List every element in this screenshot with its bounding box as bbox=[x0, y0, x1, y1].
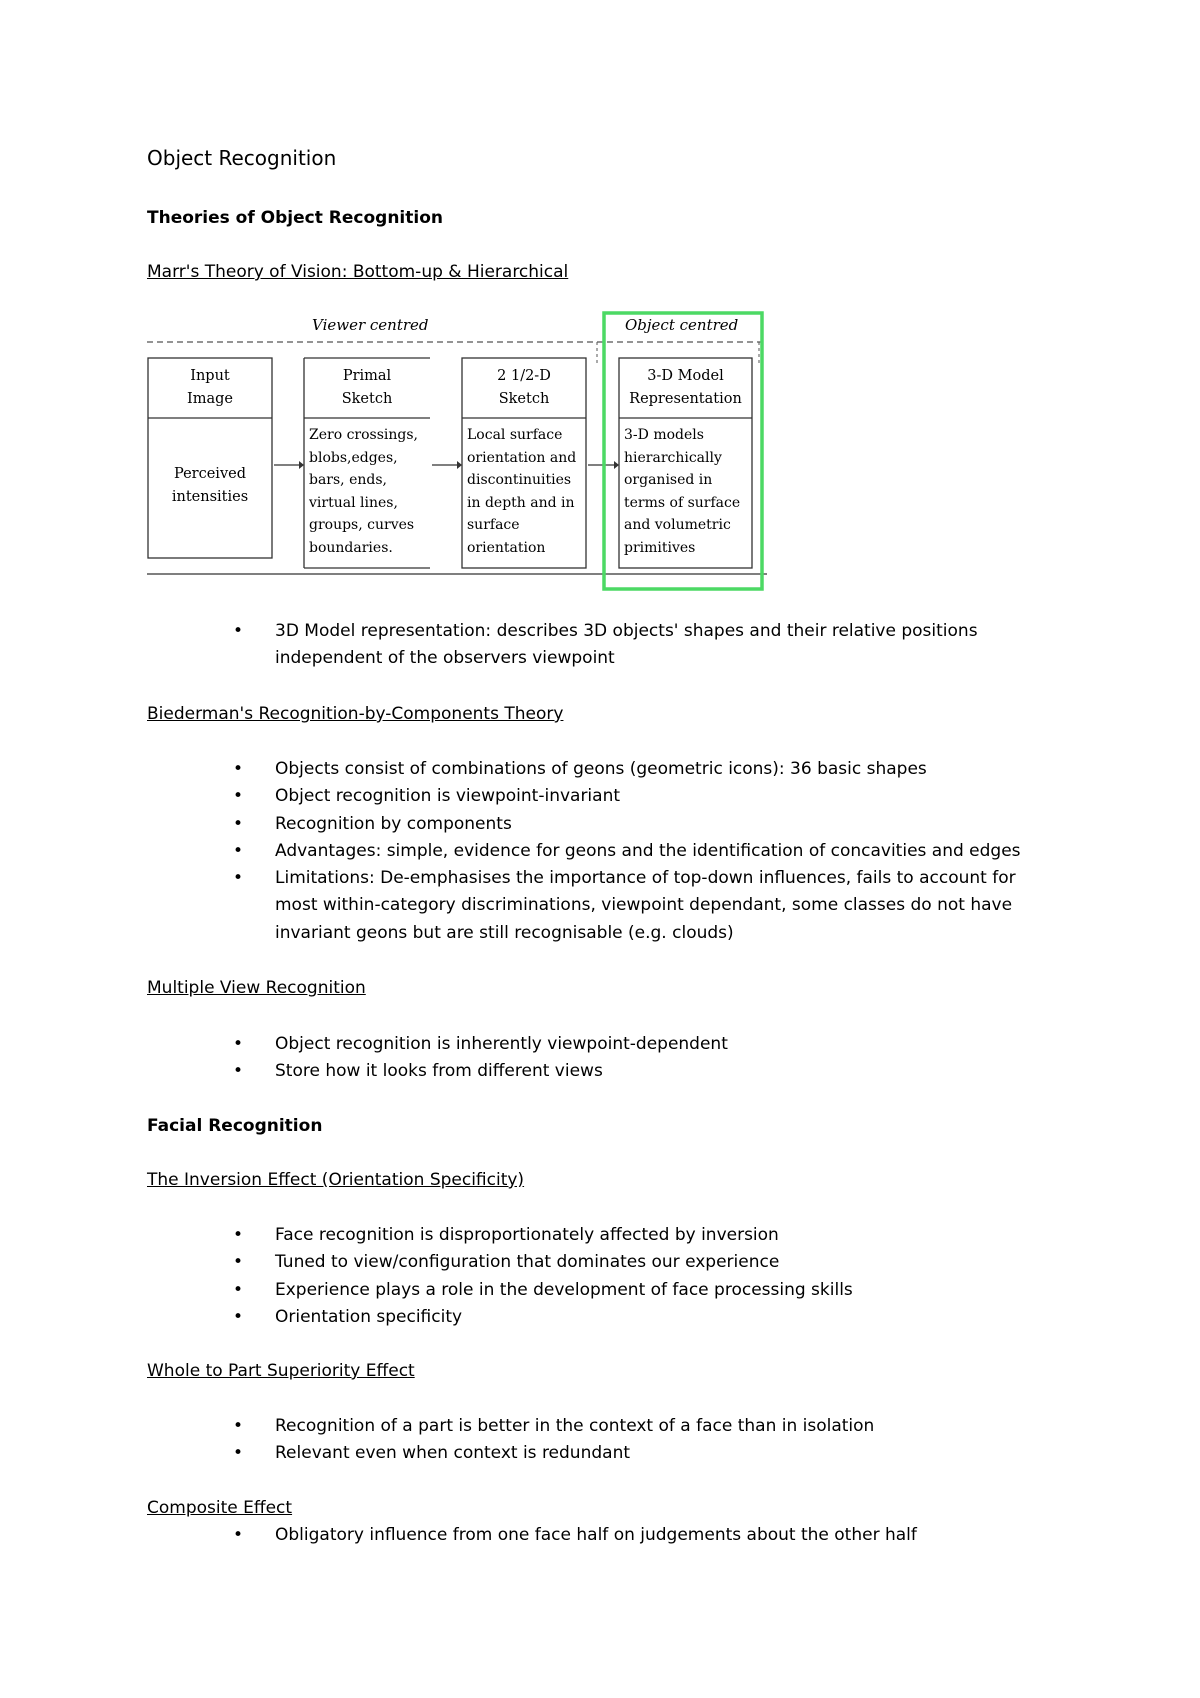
heading-multiple-view: Multiple View Recognition bbox=[147, 978, 366, 998]
bullet-icon: • bbox=[233, 759, 244, 779]
list-item: • Recognition by components bbox=[0, 811, 1200, 838]
bullet-icon: • bbox=[233, 786, 244, 807]
heading-marr: Marr's Theory of Vision: Bottom-up & Hierarchical bbox=[147, 262, 569, 282]
list-item-continuation: invariant geons but are still recognisable (e.g. clouds) bbox=[275, 922, 734, 943]
marr-diagram bbox=[147, 308, 787, 593]
page-title: Object Recognition bbox=[147, 146, 337, 170]
bullet-icon: • bbox=[233, 1252, 244, 1273]
heading-inversion: The Inversion Effect (Orientation Specificity) bbox=[147, 1170, 525, 1190]
heading-facial: Facial Recognition bbox=[147, 1116, 323, 1136]
bullet-icon: • bbox=[233, 1034, 244, 1054]
heading-theories: Theories of Object Recognition bbox=[147, 208, 443, 228]
bullet-icon: • bbox=[233, 1416, 244, 1436]
bullet-icon: • bbox=[233, 1061, 244, 1082]
list-item: • Store how it looks from different views bbox=[0, 1058, 1200, 1085]
composite-bullet-list bbox=[0, 1522, 1200, 1549]
multiview-bullet-list bbox=[0, 1031, 1200, 1086]
list-item: • Obligatory influence from one face half on judgements about the other half bbox=[0, 1522, 1200, 1549]
object-centred-label: Object centred bbox=[625, 316, 739, 334]
stage-body-3d: 3-D models hierarchically organised in terms of surface and volumetric primitives bbox=[624, 427, 741, 556]
viewer-centred-label: Viewer centred bbox=[312, 316, 429, 334]
stage-body-2half: Local surface orientation and discontinuities in depth and in surface orientation bbox=[467, 427, 577, 556]
bullet-icon: • bbox=[233, 813, 244, 834]
stage-header-2half: 2 1/2-D Sketch bbox=[497, 368, 551, 407]
list-item: • Tuned to view/configuration that dominates our experience bbox=[0, 1249, 1200, 1276]
heading-whole-part: Whole to Part Superiority Effect bbox=[147, 1361, 415, 1381]
list-item: • Orientation specificity bbox=[0, 1304, 1200, 1331]
bullet-icon: • bbox=[233, 868, 244, 889]
marr-bullet-list bbox=[0, 618, 1200, 673]
list-item: • Limitations: De-emphasises the importance of top-down influences, fails to account for bbox=[0, 865, 1200, 892]
list-item-continuation: independent of the observers viewpoint bbox=[275, 648, 615, 669]
stage-header-primal: Primal Sketch bbox=[341, 368, 393, 407]
list-item: • Objects consist of combinations of geons (geometric icons): 36 basic shapes bbox=[0, 756, 1200, 783]
bullet-icon: • bbox=[233, 1225, 244, 1245]
list-item: • 3D Model representation: describes 3D objects' shapes and their relative positions bbox=[0, 618, 1200, 645]
bullet-icon: • bbox=[233, 1306, 244, 1327]
list-item: • Object recognition is inherently viewpoint-dependent bbox=[0, 1031, 1200, 1058]
biederman-bullet-list bbox=[0, 756, 1200, 947]
bullet-icon: • bbox=[233, 621, 244, 641]
heading-biederman: Biederman's Recognition-by-Components Theory bbox=[147, 704, 564, 724]
list-item: • Relevant even when context is redundant bbox=[0, 1440, 1200, 1467]
bullet-icon: • bbox=[233, 1525, 244, 1545]
heading-composite: Composite Effect bbox=[147, 1498, 293, 1518]
stage-body-primal: Zero crossings, blobs,edges, bars, ends, virtual lines, groups, curves boundaries. bbox=[309, 427, 419, 556]
stage-header-input: Input Image bbox=[187, 368, 233, 407]
bullet-icon: • bbox=[233, 1443, 244, 1464]
list-item: • Experience plays a role in the development of face processing skills bbox=[0, 1277, 1200, 1304]
bullet-icon: • bbox=[233, 1279, 244, 1300]
stage-header-3d: 3-D Model Representation bbox=[629, 368, 742, 407]
stage-body-input: Perceived intensities bbox=[171, 466, 249, 505]
list-item: • Recognition of a part is better in the context of a face than in isolation bbox=[0, 1413, 1200, 1440]
whole-part-bullet-list bbox=[0, 1413, 1200, 1468]
list-item-continuation: most within-category discriminations, viewpoint dependant, some classes do not have bbox=[275, 895, 1013, 916]
list-item: • Advantages: simple, evidence for geons and the identification of concavities and edges bbox=[0, 838, 1200, 865]
list-item: • Face recognition is disproportionately affected by inversion bbox=[0, 1222, 1200, 1249]
bullet-icon: • bbox=[233, 840, 244, 861]
inversion-bullet-list bbox=[0, 1222, 1200, 1331]
list-item: • Object recognition is viewpoint-invariant bbox=[0, 783, 1200, 810]
